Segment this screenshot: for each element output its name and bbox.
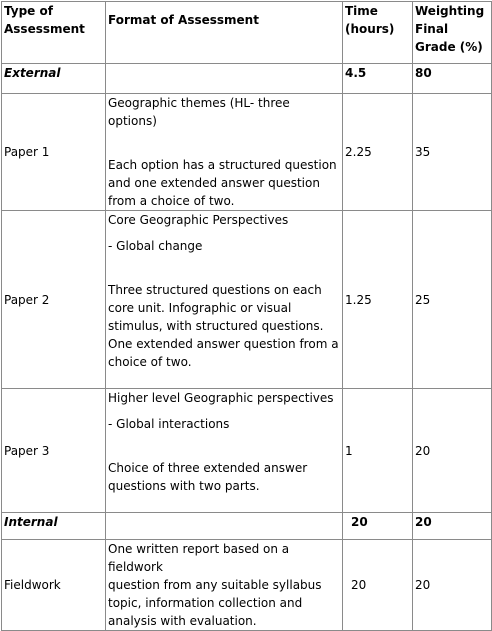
row-format-internal bbox=[106, 513, 343, 540]
spacer bbox=[108, 130, 340, 156]
row-format-external bbox=[106, 64, 343, 94]
format-title: Core Geographic Perspectives bbox=[108, 213, 289, 227]
format-line: topic, information collection and bbox=[108, 596, 303, 610]
row-format-fieldwork bbox=[106, 540, 343, 631]
format-line: Three structured questions on each bbox=[108, 283, 322, 297]
spacer bbox=[108, 255, 340, 281]
format-line: stimulus, with structured questions. bbox=[108, 319, 324, 333]
format-line: analysis with evaluation. bbox=[108, 614, 257, 628]
header-weighting-line-1: Weighting bbox=[415, 4, 485, 18]
table-row bbox=[2, 64, 492, 94]
header-weighting-line-3: Grade (%) bbox=[415, 40, 483, 54]
header-row bbox=[2, 2, 492, 64]
row-weighting-paper-3: 20 bbox=[413, 389, 492, 513]
format-line: Choice of three extended answer bbox=[108, 461, 308, 475]
format-line: from a choice of two. bbox=[108, 194, 235, 208]
table-row bbox=[2, 94, 492, 211]
row-weighting-internal: 20 bbox=[413, 513, 492, 540]
spacer bbox=[108, 229, 340, 237]
table-row bbox=[2, 513, 492, 540]
header-type-line-1: Type of bbox=[4, 4, 53, 18]
row-weighting-paper-1: 35 bbox=[413, 94, 492, 211]
format-title: Higher level Geographic perspectives bbox=[108, 391, 334, 405]
format-line: and one extended answer question bbox=[108, 176, 320, 190]
row-weighting-fieldwork: 20 bbox=[413, 540, 492, 631]
header-format bbox=[106, 2, 343, 64]
header-type bbox=[2, 2, 106, 64]
row-time-paper-3: 1 bbox=[343, 389, 413, 513]
table-row bbox=[2, 389, 492, 513]
table-row bbox=[2, 540, 492, 631]
header-time-line-1: Time bbox=[345, 4, 378, 18]
assessment-table-wrapper bbox=[1, 1, 492, 631]
format-line: choice of two. bbox=[108, 355, 192, 369]
row-type-paper-1: Paper 1 bbox=[2, 94, 106, 211]
row-time-internal: 20 bbox=[343, 513, 413, 540]
row-weighting-external: 80 bbox=[413, 64, 492, 94]
row-format-paper-1 bbox=[106, 94, 343, 211]
format-subtitle: - Global interactions bbox=[108, 417, 230, 431]
row-time-paper-2: 1.25 bbox=[343, 211, 413, 389]
header-type-line-2: Assessment bbox=[4, 22, 85, 36]
row-time-paper-1: 2.25 bbox=[343, 94, 413, 211]
row-time-fieldwork: 20 bbox=[343, 540, 413, 631]
table-row bbox=[2, 211, 492, 389]
format-line: question from any suitable syllabus bbox=[108, 578, 322, 592]
row-format-paper-3 bbox=[106, 389, 343, 513]
row-type-paper-2: Paper 2 bbox=[2, 211, 106, 389]
row-type-external: External bbox=[2, 64, 106, 94]
row-type-internal: Internal bbox=[2, 513, 106, 540]
header-weighting-line-2: Final bbox=[415, 22, 449, 36]
format-line: One extended answer question from a bbox=[108, 337, 339, 351]
format-line: questions with two parts. bbox=[108, 479, 260, 493]
format-title: Geographic themes (HL- three options) bbox=[108, 96, 290, 128]
format-subtitle: - Global change bbox=[108, 239, 203, 253]
format-line: Each option has a structured question bbox=[108, 158, 337, 172]
header-format-label: Format of Assessment bbox=[108, 13, 259, 27]
row-format-paper-2 bbox=[106, 211, 343, 389]
spacer bbox=[108, 407, 340, 415]
format-line: One written report based on a fieldwork bbox=[108, 542, 290, 574]
header-time bbox=[343, 2, 413, 64]
row-time-external: 4.5 bbox=[343, 64, 413, 94]
header-time-line-2: (hours) bbox=[345, 22, 395, 36]
spacer bbox=[108, 433, 340, 459]
row-type-paper-3: Paper 3 bbox=[2, 389, 106, 513]
header-weighting bbox=[413, 2, 492, 64]
format-line: core unit. Infographic or visual bbox=[108, 301, 292, 315]
assessment-table bbox=[1, 1, 492, 631]
row-type-fieldwork: Fieldwork bbox=[2, 540, 106, 631]
row-weighting-paper-2: 25 bbox=[413, 211, 492, 389]
